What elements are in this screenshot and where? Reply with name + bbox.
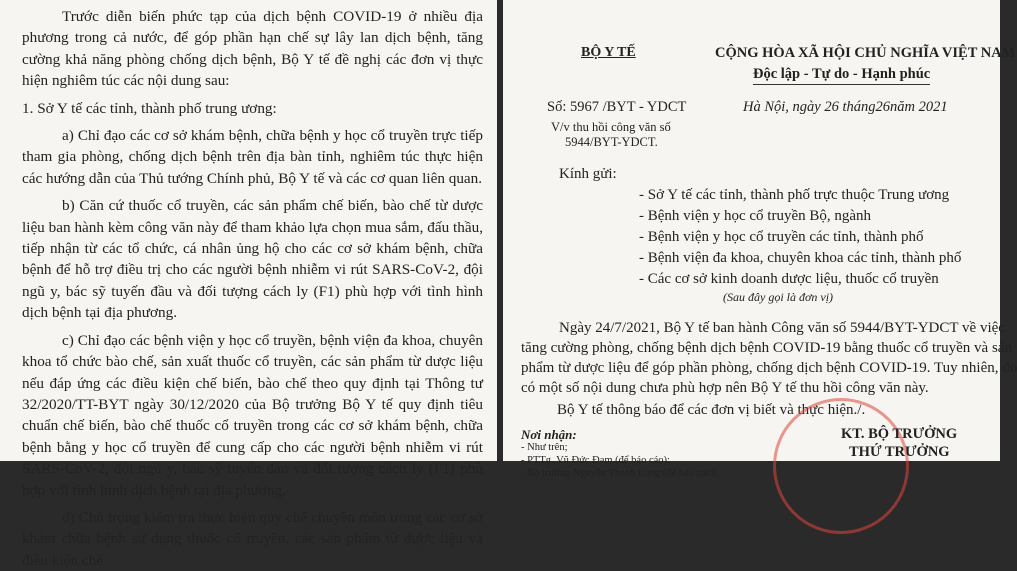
item-d-paragraph: d) Chủ trọng kiểm tra thực hiện quy chế chuyên môn trong các cơ sở khám chữa bệnh sử dụng thuốc cổ truyền, các sản phẩm từ dược liệu và điều kiện chế	[22, 508, 483, 569]
body-line: Ngày 24/7/2021, Bộ Y tế ban hành Công văn số 5944/BYT-YDCT về việc	[559, 320, 1005, 336]
item-a-paragraph: a) Chỉ đạo các cơ sở khám bệnh, chữa bệnh y học cổ truyền trực tiếp tham gia phòng, chống dịch bệnh trên địa bàn tỉnh, nghiêm túc thực hiện các hướng dẫn của Thủ tướng Chính phủ, Bộ Y tế và các cơ quan liên quan.	[22, 127, 483, 187]
right-document-page	[503, 0, 1017, 479]
subject-line-1: V/v thu hồi công văn số	[551, 120, 671, 134]
intro-paragraph: Trước diễn biến phức tạp của dịch bệnh COVID-19 ở nhiều địa phương trong cả nước, để góp phần hạn chế sự lây lan dịch bệnh, tăng cường khả năng phòng chống dịch bệnh, Bộ Y tế đề nghị các đơn vị thực hiện nghiêm túc các nội dung sau:	[22, 8, 483, 90]
motto: Độc lập - Tự do - Hạnh phúc	[753, 66, 930, 85]
body-line: tăng cường phòng, chống bệnh dịch bệnh COVID-19 bằng thuốc cổ truyền và sản	[521, 340, 1012, 356]
closing-line: Bộ Y tế thông báo để các đơn vị biết và thực hiện./.	[557, 402, 866, 418]
recipients-list-item: - PTTg. Vũ Đức Đam (để báo cáo);	[521, 455, 670, 466]
greeting: Kính gửi:	[559, 166, 617, 182]
recipients-note: (Sau đây gọi là đơn vị)	[723, 290, 834, 304]
subject-line-2: 5944/BYT-YDCT.	[565, 135, 658, 149]
item-b-paragraph: b) Căn cứ thuốc cổ truyền, các sản phẩm chế biến, bào chế từ dược liệu ban hành kèm công văn này để tham khảo lựa chọn mua sắm, đấu thầu, tiếp nhận từ các tổ chức, cá nhân ủng hộ cho các cơ sở khám bệnh, chữa bệnh để hỗ trợ điều trị cho các người bệnh nhiễm vi rút SARS-CoV-2, đội ngũ y, bác sỹ tuyến đầu và đối tượng cách ly (F1) phù hợp với tình hình dịch bệnh tại địa phương.	[22, 197, 483, 322]
agency-name: BỘ Y TẾ	[581, 45, 636, 60]
recipients-label: Nơi nhận:	[521, 427, 577, 442]
recipient-item: - Bệnh viện y học cổ truyền các tỉnh, thành phố	[639, 229, 924, 245]
signer-title: KT. BỘ TRƯỞNG	[841, 426, 958, 442]
signer-position: THỨ TRƯỞNG	[849, 444, 950, 460]
red-seal	[773, 398, 909, 534]
recipient-item: - Bệnh viện đa khoa, chuyên khoa các tỉnh, thành phố	[639, 250, 962, 266]
body-line: phẩm từ dược liệu để góp phần phòng, chống dịch bệnh COVID-19. Tuy nhiên, do	[521, 360, 1017, 376]
recipients-list-item: - Như trên;	[521, 442, 568, 453]
document-number: Số: 5967 /BYT - YDCT	[547, 99, 687, 115]
nation-title: CỘNG HÒA XÃ HỘI CHỦ NGHĨA VIỆT NAM	[715, 45, 1016, 61]
place-date: Hà Nội, ngày 26 tháng26năm 2021	[743, 99, 948, 115]
recipient-item: - Sở Y tế các tỉnh, thành phố trực thuộc Trung ương	[639, 187, 950, 203]
section-1-heading: 1. Sở Y tế các tỉnh, thành phố trung ương:	[22, 99, 277, 117]
recipient-item: - Bệnh viện y học cổ truyền Bộ, ngành	[639, 208, 872, 224]
recipient-item: - Các cơ sở kinh doanh dược liệu, thuốc cổ truyền	[639, 271, 939, 287]
recipients-list-item: - Bộ trưởng Nguyễn Thanh Long (để báo cáo);	[521, 468, 718, 479]
left-document-page	[0, 0, 497, 569]
item-c-paragraph: c) Chỉ đạo các bệnh viện y học cổ truyền, bệnh viện đa khoa, chuyên khoa tổ chức bào chế, sản xuất thuốc cổ truyền, các sản phẩm từ dược liệu nếu đáp ứng các điều kiện chế biến, bào chế theo quy định tại Thông tư 32/2020/TT-BYT ngày 30/12/2020 của Bộ trưởng Bộ Y tế quy định tiêu chuẩn chế biến, bào chế thuốc cổ truyền trong các cơ sở khám bệnh, chữa bệnh bằng y học cổ truyền để cung cấp cho các người bệnh nhiễm vi rút SARS-CoV-2, đội ngũ y, bác sỹ tuyến đầu và đối tượng cách ly (F1) phù hợp với tình hình dịch bệnh tại địa phương.	[22, 331, 483, 499]
body-line: có một số nội dung chưa phù hợp nên Bộ Y tế thu hồi công văn này.	[521, 380, 929, 396]
